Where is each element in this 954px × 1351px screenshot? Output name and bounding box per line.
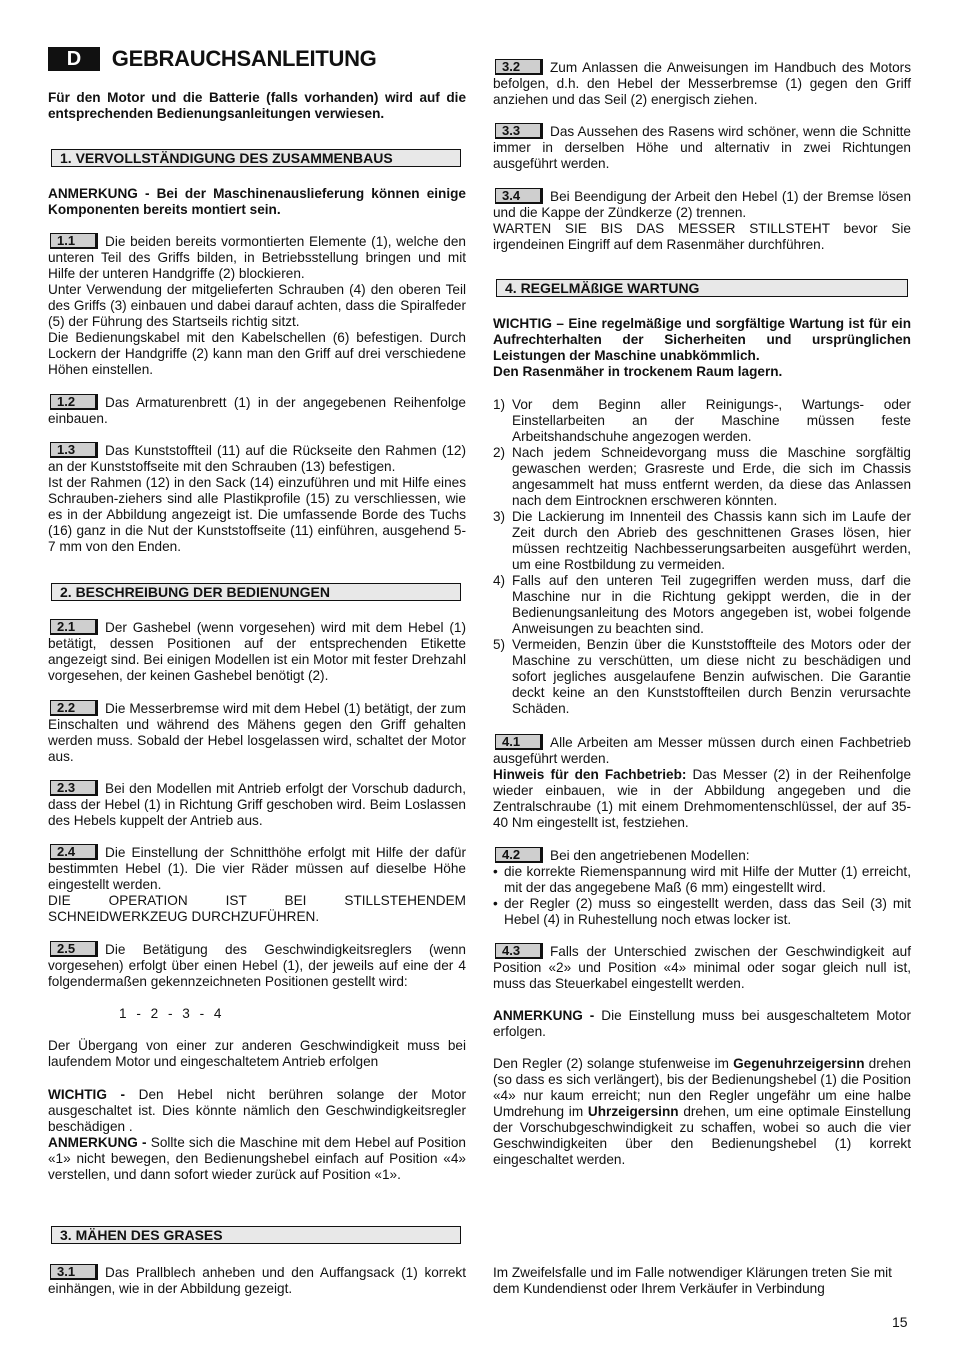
para-2-1 [48, 619, 466, 684]
item-number: 1) [493, 397, 506, 412]
para-3-1 [48, 1264, 466, 1297]
maintenance-list [493, 397, 911, 717]
language-badge: D [48, 47, 100, 71]
bullet-text: der Regler (2) muss so eingestellt werden, dass das Seil (3) mit Hebel (4) in Ruhestellung noch etwas locker ist. [504, 896, 911, 927]
item-text: Die Lackierung im Innenteil des Chassis kann sich im Laufe der Zeit durch den Abrieb des geschnittenen Grases lösen, hier müssen rechtzeitig Nachbesserungsarbeiten ausgeführt werden, um eine Rostbildung zu vermeiden. [512, 509, 911, 572]
para-number: 3.3 [495, 123, 543, 139]
para-1-2 [48, 394, 466, 427]
list-item [493, 397, 911, 445]
note-text: Den Hebel nicht berühren solange der Motor ausgeschaltet ist. Dies könnte nämlich den Geschwindigkeitsregler beschädigen . [48, 1087, 466, 1134]
para-number: 4.2 [495, 847, 543, 863]
para-text: Bei den Modellen mit Antrieb erfolgt der Vorschub dadurch, dass der Hebel (1) in Richtung Griff geschoben wird. Beim Loslassen des Hebels kuppelt der Antrieb aus. [48, 781, 466, 828]
para-4-1 [493, 734, 911, 831]
note-label: WICHTIG - [48, 1087, 126, 1102]
para-number: 4.1 [495, 734, 543, 750]
item-number: 4) [493, 573, 506, 588]
para-text: Unter Verwendung der mitgelieferten Schrauben (4) den oberen Teil des Griffs (3) einbauen und dabei darauf achten, dass die Spiralfeder (5) der Führung des Startseils richtig sitzt. [48, 282, 466, 329]
para-2-2 [48, 700, 466, 765]
list-item [493, 445, 911, 509]
para-text: Falls der Unterschied zwischen der Geschwindigkeit auf Position «2» und Position «4» minimal oder sogar gleich null ist, muss das Steuerkabel eingestellt werden. [493, 944, 911, 991]
para-text: Die Einstellung der Schnitthöhe erfolgt mit Hilfe der dafür bestimmten Hebel (1). Die vier Räder müssen auf dieselbe Höhe eingestellt werden. [48, 845, 466, 892]
para-number: 1.3 [50, 442, 98, 458]
para-number: 2.1 [50, 619, 98, 635]
page-header [48, 47, 466, 71]
list-item [493, 637, 911, 717]
para-text: Die Bedienungskabel mit den Kabelschellen (6) befestigen. Durch Lockern der Handgriffe (2) kann man den Griff auf drei verschiedene Höhen einstellen. [48, 330, 466, 377]
para-text: Das Prallblech anheben und den Auffangsack (1) korrekt einhängen, wie in der Abbildung gezeigt. [48, 1265, 466, 1296]
speed-sequence: 1 - 2 - 3 - 4 [119, 1006, 222, 1021]
item-number: 5) [493, 637, 506, 652]
para-text: Die beiden bereits vormontierten Elemente (1), welche den unteren Teil des Griffs bilden, in Betriebsstellung bringen und mit Hilfe der unteren Handgriffe (2) blockieren. [48, 234, 466, 281]
note-text: Die Einstellung muss bei ausgeschaltetem Motor erfolgen. [493, 1008, 912, 1039]
note-label: ANMERKUNG - [48, 1135, 147, 1150]
para-text: Das Kunststoffteil (11) auf die Rückseite den Rahmen (12) an der Kunststoffseite mit den Schrauben (13) befestigen. [48, 443, 466, 474]
storage-text: Den Rasenmäher in trockenem Raum lagern. [493, 364, 783, 379]
hint-text: Das Messer (2) in der Reihenfolge wieder einbauen, wie in der Abbildung angegeben und die Zentralschraube (1) mit einem Drehmomentenschlüssel, der auf 35-40 Nm eingestellt ist, festziehen. [493, 767, 912, 830]
instruction-emphasis: Uhrzeigersinn [587, 1104, 679, 1119]
para-4-2 [493, 847, 911, 928]
para-number: 3.2 [495, 59, 543, 75]
para-text: Bei Beendigung der Arbeit den Hebel (1) der Bremse lösen und die Kappe der Zündkerze (2) trennen. [493, 189, 911, 220]
item-text: Vermeiden, Benzin über die Kunststoffteile des Motors oder der Maschine zu verschütten, um diese nicht zu beschädigen und sofort jegliches ausgelaufene Benzin aufwischen. Die Garantie deckt keine an den Kunststoffteilen durch Benzin verursachte Schäden. [512, 637, 911, 716]
para-4-3 [493, 943, 911, 992]
para-text: Ist der Rahmen (12) in den Sack (14) einzuführen und mit Hilfe eines Schrauben-ziehers sind alle Plastikprofile (15) zu verschliessen, wie es in der Abbildung angezeigt ist. Die umfassende Borde des Tuchs (16) ganz in die Nut der Kunststoffseite (11) einführen, ausgehend 5-7 mm von den Enden. [48, 475, 466, 554]
para-number: 1.2 [50, 394, 98, 410]
para-text: Die Messerbremse wird mit dem Hebel (1) betätigt, der zum Einschalten und während des Mähens gegen den Griff gehalten werden muss. Sobald der Hebel losgelassen wird, schaltet der Motor aus. [48, 701, 466, 764]
item-text: Vor dem Beginn aller Reinigungs-, Wartungs- oder Einstellarbeiten an der Maschine müssen feste Arbeitshandschuhe angezogen werden. [512, 397, 911, 444]
section-heading-2: 2. BESCHREIBUNG DER BEDIENUNGEN [51, 583, 461, 601]
para-3-2 [493, 59, 911, 108]
para-3-4 [493, 188, 911, 253]
para-2-5 [48, 941, 466, 990]
regulator-instructions [493, 1056, 911, 1168]
para-2-5-transition: Der Übergang von einer zur anderen Geschwindigkeit muss bei laufendem Motor und eingeschaltetem Antrieb erfolgen [48, 1038, 466, 1069]
instruction-emphasis: Gegenuhrzeigersinn [733, 1056, 865, 1071]
footer-note: Im Zweifelsfalle und im Falle notwendiger Klärungen treten Sie mit dem Kundendienst oder Ihrem Verkäufer in Verbindung [493, 1265, 892, 1296]
warning-text: WICHTIG – Eine regelmäßige und sorgfältige Wartung ist für ein Aufrechterhalten der Sicherheiten und ursprünglichen Leistungen der Maschine unabkömmlich. [493, 316, 911, 363]
intro-text: Für den Motor und die Batterie (falls vorhanden) wird auf die entsprechenden Bedienungsanleitungen verwiesen. [48, 90, 466, 121]
para-text: Zum Anlassen die Anweisungen im Handbuch des Motors befolgen, d.h. den Hebel der Messerbremse (1) gegen den Griff anziehen und das Seil (2) energisch ziehen. [493, 60, 911, 107]
note-label: ANMERKUNG - [493, 1008, 595, 1023]
para-text: WARTEN SIE BIS DAS MESSER STILLSTEHT bevor Sie irgendeinen Eingriff auf dem Rasenmäher durchführen. [493, 221, 911, 252]
para-3-3 [493, 123, 911, 172]
instruction-text: drehen, um eine optimale Einstellung der Vorschubgeschwindigkeit zu schaffen, wobei so auch die vier Geschwindigkeiten über den Bedienungshebel (1) korrekt eingeschaltet werden. [493, 1104, 911, 1167]
bullet-icon: • [493, 864, 498, 879]
para-number: 4.3 [495, 943, 543, 959]
bullet-item [493, 864, 911, 896]
list-item [493, 573, 911, 637]
note-text: Sollte sich die Maschine mit dem Hebel auf Position «1» nicht bewegen, den Bedienungshebel einfach auf Position «4» verstellen, und dann sofort wieder zurück auf Position «1». [48, 1135, 466, 1182]
hint-label: Hinweis für den Fachbetrieb: [493, 767, 687, 782]
bullet-text: die korrekte Riemenspannung wird mit Hilfe der Mutter (1) erreicht, mit der das angegebene Maß (6 mm) eingestellt wird. [504, 864, 911, 895]
instruction-text: drehen (so dass es sich verlängert), bis der Bedienungshebel (1) die Position «4» nur kaum erreicht; nun den Regler ungefähr um eine halbe Umdrehung im [493, 1056, 911, 1119]
section-heading-4: 4. REGELMÄßIGE WARTUNG [496, 279, 908, 297]
para-number: 1.1 [50, 233, 98, 249]
item-number: 3) [493, 509, 506, 524]
instruction-text: Den Regler (2) solange stufenweise im [493, 1056, 734, 1071]
para-2-4 [48, 844, 466, 925]
item-number: 2) [493, 445, 506, 460]
maintenance-note [493, 1008, 911, 1040]
section1-note: ANMERKUNG - Bei der Maschinenauslieferung können einige Komponenten bereits montiert sein. [48, 186, 466, 217]
para-1-3 [48, 442, 466, 555]
item-text: Falls auf den unteren Teil zugegriffen werden muss, darf die Maschine nur in die Richtung gekippt werden, die in der Bedienungsanleitung des Motors angegeben ist, wobei folgende Anweisungen zu beachten sind. [512, 573, 911, 636]
para-2-3 [48, 780, 466, 829]
item-text: Nach jedem Schneidevorgang muss die Maschine sorgfältig gewaschen werden; Grasreste und Erde, die sich im Chassis angesammelt hat muss entfernt werden, da diese das Anlassen nach dem Eintrocknen erschweren könnten. [512, 445, 911, 508]
para-text: Bei den angetriebenen Modellen: [550, 848, 750, 863]
maintenance-warning [493, 316, 911, 380]
section-heading-1: 1. VERVOLLSTÄNDIGUNG DES ZUSAMMENBAUS [51, 149, 461, 167]
list-item [493, 509, 911, 573]
para-number: 2.5 [50, 941, 98, 957]
para-text: Alle Arbeiten am Messer müssen durch einen Fachbetrieb ausgeführt werden. [493, 735, 911, 766]
para-text: Die Betätigung des Geschwindigkeitsreglers (wenn vorgesehen) erfolgt über einen Hebel (1), der jeweils auf eine der 4 folgendermaßen gekennzeichneten Positionen gestellt wird: [48, 942, 466, 989]
page-number: 15 [892, 1314, 908, 1330]
section-heading-3: 3. MÄHEN DES GRASES [51, 1226, 461, 1244]
bullet-icon: • [493, 896, 498, 911]
important-note [48, 1087, 466, 1183]
para-text: Das Armaturenbrett (1) in der angegebenen Reihenfolge einbauen. [48, 395, 466, 426]
bullet-item [493, 896, 911, 928]
para-text: DIE OPERATION IST BEI STILLSTEHENDEM SCHNEIDWERKZEUG DURCHZUFÜHREN. [48, 893, 466, 924]
para-text: Das Aussehen des Rasens wird schöner, wenn die Schnitte immer in derselben Höhe und alternativ in zwei Richtungen ausgeführt werden. [493, 124, 911, 171]
para-number: 3.1 [50, 1264, 98, 1280]
para-text: Der Gashebel (wenn vorgesehen) wird mit dem Hebel (1) betätigt, dessen Positionen auf der entsprechenden Etikette angezeigt sind. Bei einigen Modellen ist ein Motor mit fester Drehzahl vorgesehen, der keinen Gashebel benötigt (2). [48, 620, 466, 683]
page-title: GEBRAUCHSANLEITUNG [111, 46, 377, 71]
para-1-1 [48, 233, 466, 378]
para-number: 3.4 [495, 188, 543, 204]
para-number: 2.4 [50, 844, 98, 860]
para-number: 2.3 [50, 780, 98, 796]
para-number: 2.2 [50, 700, 98, 716]
